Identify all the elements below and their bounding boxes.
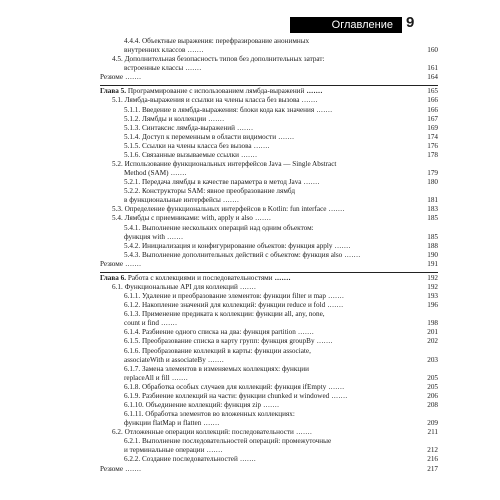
dot-leader: ....... xyxy=(183,64,202,73)
dot-leader: ....... xyxy=(234,123,254,132)
toc-entry-title xyxy=(124,310,438,319)
chapter-label: Глава 6. xyxy=(100,273,127,282)
toc-entry xyxy=(100,160,438,169)
toc-entry-title xyxy=(124,133,438,142)
toc-entry-title xyxy=(124,242,438,251)
toc-entry-text: Резюме xyxy=(100,73,124,82)
toc-page-number: 208 xyxy=(427,401,438,410)
toc-page-number: 181 xyxy=(427,196,438,205)
toc-page-number: 167 xyxy=(427,114,438,123)
toc-entry-text: 5.2.1. Передача лямбды в качестве параметра в метод Java xyxy=(124,178,302,187)
toc-entry-text: 6.2.1. Выполнение последовательностей операций: промежуточные xyxy=(124,437,332,446)
dot-leader: ....... xyxy=(205,355,225,364)
toc-entry-text: 6.1.6. Преобразование коллекций в карты: функции associate, xyxy=(124,346,311,355)
dot-leader: ....... xyxy=(251,141,270,150)
toc-entry-title xyxy=(124,446,438,455)
toc-entry xyxy=(100,301,438,310)
toc-entry-title xyxy=(112,205,438,214)
toc-entry xyxy=(100,133,438,142)
toc-entry-title xyxy=(100,73,438,82)
toc-entry-text: функции flatMap и flatten xyxy=(124,419,202,428)
running-header-title: Оглавление xyxy=(331,19,393,31)
toc-entry-title xyxy=(124,365,438,374)
toc-entry-text: 5.1.3. Синтаксис лямбда-выражений xyxy=(124,123,235,132)
toc-page-number: 192 xyxy=(427,273,438,282)
toc-entry xyxy=(100,455,438,464)
dot-leader: ....... xyxy=(325,292,345,301)
toc-entry xyxy=(100,142,438,151)
toc-entry-title xyxy=(124,356,438,365)
toc-page-number: 198 xyxy=(427,319,438,328)
dot-leader: ....... xyxy=(123,259,142,268)
dot-leader: ....... xyxy=(123,464,142,473)
toc-entry xyxy=(100,465,438,474)
toc-entry-text: 6.1.7. Замена элементов в изменяемых коллекциях: функции xyxy=(124,364,309,373)
dot-leader: ....... xyxy=(123,73,142,82)
toc-entry xyxy=(100,283,438,292)
toc-entry xyxy=(100,347,438,356)
page-number: 9 xyxy=(406,14,415,31)
toc-entry-title xyxy=(124,374,438,383)
toc-entry xyxy=(100,437,438,446)
toc-entry-title xyxy=(124,106,438,115)
toc-entry xyxy=(100,187,438,196)
dot-leader: ....... xyxy=(169,373,189,382)
toc-entry-title xyxy=(112,160,438,169)
toc-entry-text: 4.5. Дополнительная безопасность типов без дополнительных затрат: xyxy=(112,55,325,64)
toc-entry-title xyxy=(100,260,438,269)
toc-entry xyxy=(100,260,438,269)
toc-page-number: 185 xyxy=(427,214,438,223)
dot-leader: ....... xyxy=(237,455,257,464)
toc-entry-title xyxy=(124,337,438,346)
toc-entry xyxy=(100,392,438,401)
toc-entry xyxy=(100,292,438,301)
dot-leader: ....... xyxy=(314,105,333,114)
toc-page-number: 185 xyxy=(427,232,438,241)
toc-entry-text: 5.4.3. Выполнение дополнительных действий с объектом: функция also xyxy=(124,250,343,259)
toc-entry-title xyxy=(124,46,438,55)
dot-leader: ....... xyxy=(159,319,178,328)
dot-leader: ....... xyxy=(237,283,257,291)
toc-entry xyxy=(100,151,438,160)
toc-page-number: 209 xyxy=(427,419,438,428)
dot-leader: ....... xyxy=(206,114,225,123)
toc-page-number: 205 xyxy=(427,382,438,391)
toc-page-number: 169 xyxy=(427,123,438,132)
toc-entry-text: 5.1.5. Ссылки на члены класса без вызова xyxy=(124,141,252,150)
toc-entry xyxy=(100,328,438,337)
toc-page-number: 190 xyxy=(427,250,438,259)
toc-page-number: 216 xyxy=(427,455,438,464)
toc-entry xyxy=(100,115,438,124)
toc-entry-title xyxy=(124,437,438,446)
toc-entry-text: 6.1. Функциональные API для коллекций xyxy=(112,283,238,291)
toc-page-number: 201 xyxy=(427,328,438,337)
toc-page-number: 166 xyxy=(427,96,438,105)
toc-entry xyxy=(100,251,438,260)
toc-entry-title xyxy=(124,383,438,392)
toc-entry xyxy=(100,310,438,319)
toc-entry-title xyxy=(124,64,438,73)
toc-page-number: 178 xyxy=(427,150,438,159)
toc-entry-title xyxy=(124,347,438,356)
running-header-bar xyxy=(290,17,402,33)
dot-leader: ....... xyxy=(261,401,280,410)
toc-entry-text: 5.4.1. Выполнение нескольких операций над одним объектом: xyxy=(124,223,314,232)
toc-entry-title xyxy=(124,401,438,410)
toc-entry xyxy=(100,37,438,46)
toc-entry xyxy=(100,242,438,251)
toc-entry-title xyxy=(100,465,438,474)
toc-entry-title xyxy=(124,187,438,196)
toc-entry xyxy=(100,365,438,374)
dot-leader: ....... xyxy=(301,178,320,187)
toc-entry-text: 5.2. Использование функциональных интерфейсов Java — Single Abstract xyxy=(112,160,337,168)
toc-entry-title xyxy=(124,224,438,233)
toc-entry-title xyxy=(124,319,438,328)
toc-entry xyxy=(100,205,438,214)
toc-entry xyxy=(100,419,438,428)
toc-entry-text: 5.1.1. Введение в лямбда-выражения: блоки кода как значения xyxy=(124,105,315,114)
toc-page-number: 176 xyxy=(427,141,438,150)
toc-entry-text: 5.3. Определение функциональных интерфейсов в Kotlin: fun interface xyxy=(112,205,327,214)
toc-entry-title xyxy=(124,455,438,464)
toc-entry-title xyxy=(124,196,438,205)
toc-entry-title xyxy=(100,274,438,283)
toc-page-number: 211 xyxy=(427,428,438,437)
toc-entry-text: 5.1. Лямбда-выражения и ссылки на члены класса без вызова xyxy=(112,96,300,105)
toc-page-number: 203 xyxy=(427,355,438,364)
toc-chapter-entry xyxy=(100,274,438,283)
toc-entry-title xyxy=(124,124,438,133)
toc-entry-title xyxy=(100,87,438,96)
toc-entry xyxy=(100,356,438,365)
toc-entry xyxy=(100,224,438,233)
toc-entry xyxy=(100,428,438,437)
dot-leader: ....... xyxy=(220,196,240,205)
toc-entry-title xyxy=(124,292,438,301)
toc-entry-text: 6.1.3. Применение предиката к коллекции: функции all, any, none, xyxy=(124,310,325,319)
toc-page-number: 166 xyxy=(427,105,438,114)
toc-entry-title xyxy=(124,251,438,260)
dot-leader: ....... xyxy=(168,169,187,178)
toc-entry-title xyxy=(112,55,438,64)
toc-entry-text: 6.2. Отложенные операции коллекций: последовательности xyxy=(112,428,294,437)
toc-entry xyxy=(100,446,438,455)
toc-page-number: 174 xyxy=(427,132,438,141)
toc-entry-text: встроенные классы xyxy=(124,64,184,73)
toc-entry-title xyxy=(124,115,438,124)
toc-entry xyxy=(100,64,438,73)
toc-entry-text: 5.1.2. Лямбды и коллекции xyxy=(124,114,207,123)
chapter-title: Работа с коллекциями и последовательностями xyxy=(127,273,273,282)
toc-entry xyxy=(100,214,438,223)
toc-entry-title xyxy=(112,428,438,437)
toc-entry xyxy=(100,233,438,242)
toc-entry-text: 6.1.11. Обработка элементов во вложенных коллекциях: xyxy=(124,410,295,419)
toc-entry-text: 6.1.8. Обработка особых случаев для коллекций: функция ifEmpty xyxy=(124,382,327,391)
dot-leader: ....... xyxy=(299,96,318,105)
chapter-divider xyxy=(100,85,438,86)
toc-entry-text: 6.1.10. Объединение коллекций: функция zip xyxy=(124,401,262,410)
toc-page-number: 191 xyxy=(427,259,438,268)
toc-page-number: 193 xyxy=(427,292,438,301)
toc-page-number: 206 xyxy=(427,391,438,400)
toc-entry xyxy=(100,124,438,133)
dot-leader: ....... xyxy=(295,328,315,337)
dot-leader: ....... xyxy=(164,232,184,241)
toc-entry-title xyxy=(124,142,438,151)
dot-leader: ....... xyxy=(201,419,220,428)
toc-entry-text: 4.4.4. Объектные выражения: перефразирование анонимных xyxy=(124,37,310,45)
toc-entry-text: Method (SAM) xyxy=(124,169,169,178)
dot-leader: ....... xyxy=(314,337,333,346)
toc-entry-title xyxy=(124,419,438,428)
toc-entry-text: в функциональные интерфейсы xyxy=(124,196,221,205)
toc-entry-text: 6.1.9. Разбиение коллекций на части: функции chunked и windowed xyxy=(124,391,330,400)
toc-entry-title xyxy=(124,301,438,310)
toc-entry xyxy=(100,73,438,82)
toc-entry-text: count и find xyxy=(124,319,159,328)
toc-entry-title xyxy=(112,283,438,292)
toc-entry-text: 6.1.1. Удаление и преобразование элементов: функции filter и map xyxy=(124,292,326,301)
toc-page-number: 202 xyxy=(427,337,438,346)
chapter-title: Программирование с использованием лямбда-выражений xyxy=(127,87,305,96)
toc-entry-title xyxy=(124,233,438,242)
dot-leader: ....... xyxy=(326,205,345,214)
toc-entry xyxy=(100,55,438,64)
toc-entry xyxy=(100,169,438,178)
dot-leader: ....... xyxy=(204,446,223,455)
toc-page-number: 165 xyxy=(427,87,438,96)
toc-entry-text: функция with xyxy=(124,232,165,241)
toc-entry-text: и терминальные операции xyxy=(124,446,205,455)
dot-leader: ....... xyxy=(293,428,313,437)
dot-leader: ....... xyxy=(238,150,258,159)
toc-entry xyxy=(100,106,438,115)
toc-entry-title xyxy=(124,410,438,419)
toc-entry-text: 5.1.6. Связанные вызываемые ссылки xyxy=(124,150,239,159)
toc-entry-title xyxy=(124,151,438,160)
toc-entry xyxy=(100,196,438,205)
toc-page-number: 160 xyxy=(427,46,438,55)
toc-entry xyxy=(100,401,438,410)
dot-leader: ....... xyxy=(326,382,345,391)
toc-entry-text: 6.1.2. Накопление значений для коллекций: функции reduce и fold xyxy=(124,301,326,310)
toc-page-number: 164 xyxy=(427,73,438,82)
dot-leader: ....... xyxy=(304,87,323,96)
toc-entry-title xyxy=(124,178,438,187)
toc-entry-text: 5.4. Лямбды с приемниками: with, apply и also xyxy=(112,214,253,223)
toc-entry-title xyxy=(124,392,438,401)
toc-entry xyxy=(100,96,438,105)
table-of-contents xyxy=(100,37,438,474)
toc-entry-text: associateWith и associateBy xyxy=(124,355,206,364)
dot-leader: ....... xyxy=(325,301,344,310)
toc-entry xyxy=(100,410,438,419)
toc-entry-title xyxy=(112,96,438,105)
toc-entry xyxy=(100,374,438,383)
chapter-divider xyxy=(100,272,438,273)
toc-page-number: 183 xyxy=(427,205,438,214)
dot-leader: ....... xyxy=(332,241,351,250)
toc-entry-text: 6.1.5. Преобразование списка в карту групп: функция groupBy xyxy=(124,337,315,346)
toc-entry-title xyxy=(124,328,438,337)
toc-page-number: 161 xyxy=(427,64,438,73)
toc-chapter-entry xyxy=(100,87,438,96)
toc-entry-text: Резюме xyxy=(100,259,124,268)
toc-entry-text: 5.2.2. Конструкторы SAM: явное преобразование лямбд xyxy=(124,187,296,196)
dot-leader: ....... xyxy=(185,46,204,55)
toc-entry-title xyxy=(112,214,438,223)
toc-entry-text: 6.1.4. Разбиение одного списка на два: функция partition xyxy=(124,328,296,337)
toc-entry-text: 5.4.2. Инициализация и конфигурирование объектов: функция apply xyxy=(124,241,333,250)
toc-entry xyxy=(100,319,438,328)
toc-page-number: 179 xyxy=(427,169,438,178)
toc-page-number: 180 xyxy=(427,178,438,187)
toc-entry-text: 6.2.2. Создание последовательностей xyxy=(124,455,238,464)
toc-page-number: 188 xyxy=(427,241,438,250)
dot-leader: ....... xyxy=(252,214,272,223)
toc-page-number: 205 xyxy=(427,373,438,382)
dot-leader: ....... xyxy=(329,391,348,400)
dot-leader: ....... xyxy=(342,250,361,259)
dot-leader: ....... xyxy=(272,273,291,282)
toc-page-number: 217 xyxy=(427,464,438,473)
toc-entry-title xyxy=(124,37,438,46)
toc-entry-title xyxy=(124,169,438,178)
toc-entry-text: replaceAll и fill xyxy=(124,373,170,382)
dot-leader: ....... xyxy=(276,132,295,141)
toc-entry xyxy=(100,337,438,346)
chapter-label: Глава 5. xyxy=(100,87,127,96)
toc-entry xyxy=(100,178,438,187)
toc-entry-text: внутренних классов xyxy=(124,46,186,55)
toc-entry xyxy=(100,383,438,392)
toc-page-number: 192 xyxy=(427,283,438,291)
toc-entry-text: Резюме xyxy=(100,464,124,473)
toc-entry xyxy=(100,46,438,55)
toc-entry-text: 5.1.4. Доступ к переменным в области видимости xyxy=(124,132,277,141)
toc-page-number: 212 xyxy=(427,446,438,455)
toc-page-number: 196 xyxy=(427,301,438,310)
